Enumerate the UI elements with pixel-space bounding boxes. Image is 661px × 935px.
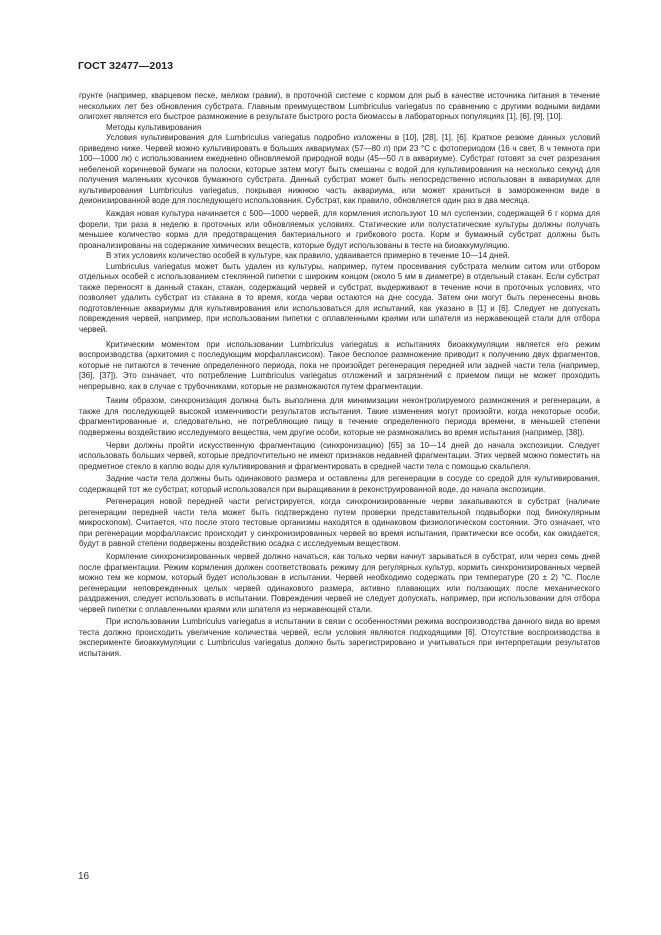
paragraph-cultivation-conditions: Условия культивирования для Lumbriculus variegatus подробно изложены в [10], [28], [1], [6]. Краткое резюме данных условий приведено ниже. Червей можно культивировать в больших аквариумах (57—80 л) при 23 °С с фотопериодом (16 ч свет, 8 ч темнота при 100—1000 лк) с использованием ежедневно обновляемой природной воды (45—50 л в аквариуме). Субстрат готовят за счет разрезания небеленой коричневой бумаги на полоски, которые затем могут быть смешаны с водой для культивирования на несколько секунд для получения маленьких кусочков бумажного субстрата. Данный субстрат может быть непосредственно использован в аквариумах для культивирования Lumbriculus variegatus, покрывая нижнюю часть аквариума, или может храниться в замороженном виде в деионизированной воде для последующего использования. Субстрат, как правило, обновляется один раз в два месяца. xyxy=(79,133,600,206)
page-header-standard-code: ГОСТ 32477—2013 xyxy=(78,60,174,72)
paragraph-reproduction: При использовании Lumbriculus variegatus в испытании в связи с особенностями режима воспроизводства данного вида во время теста должно происходить увеличение количества червей, если условия являются подходящими [6]. Отсутствие воспроизводства в эксперименте биоаккумуляции с Lumbriculus variegatus должно быть зарегистрировано и учитываться при интерпретации результатов испытания. xyxy=(79,617,600,658)
paragraph-regeneration: Регенерация новой передней части регистрируется, когда синхронизированные черви закапываются в субстрат (наличие регенерации передней части тела может быть подтверждено путем проверки представительной подвыборки под бинокулярным микроскопом). Считается, что после этого тестовые организмы находятся в одинаковом физиологическом состоянии. Это означает, что при регенерации морфаллаксис происходит у синхронизированных червей во время испытания, практически все особи, как ожидается, будут в равной степени подвержены воздействию осадка с исследуемым веществом. xyxy=(79,497,600,549)
paragraph-synchronization: Таким образом, синхронизация должна быть выполнена для минимизации неконтролируемого размножения и регенерации, а также для последующей высокой изменчивости результатов испытания. Такие изменения могут произойти, когда некоторые особи, фрагментированные и, следовательно, не потребляющие пищу в течение определенного периода времени, в меньшей степени подвержены воздействию исследуемого вещества, чем другие особи, которые не размножались во время испытания (например, [38]). xyxy=(79,396,600,437)
paragraph-critical-moment: Критическим моментом при использовании Lumbriculus variegatus в испытаниях биоаккумуляции является его режим воспроизводства (архитомия с последующим морфаллаксисом). Такое бесполое размножение приводит к получению двух фрагментов, которые не питаются в течение определенного периода, пока не произойдет регенерация передней или задней части тела (например, [36], [37]). Это означает, что потребление Lumbriculus variegatus отложений и загрязнений с приемом пищи не может проходить непрерывно, как в случае с трубочниками, которые не размножаются путем фрагментации. xyxy=(79,339,600,391)
paragraph-removal: Lumbriculus variegatus может быть удален из культуры, например, путем просеивания субстрата мелким ситом или отбором отдельных особей с использованием стеклянной пипетки с широким концом (около 5 мм в диаметре) в отдельный стакан. Если субстрат также переносят в данный стакан, стакан, содержащий червей и субстрат, выдерживают в течение ночи в проточных условиях, что позволяет удалить субстрат из стакана в то время, когда черви остаются на дне сосуда. Затем они могут быть перенесены вновь подготовленные аквариумы для культивирования или использоваться для испытаний, как указано в [1] и [6]. Следует не допускать повреждения червей, например, при использовании пипетки с оплавленными краями или шпателя из нержавеющей стали для отбора червей. xyxy=(79,261,600,335)
paragraph-feeding: Кормление синхронизированных червей должно начаться, как только черви начнут зарываться в субстрат, или через семь дней после фрагментации. Режим кормления должен соответствовать режиму для регулярных культур, кормить синхронизированных червей можно тем же кормом, который будет использован в испытании. Червей необходимо содержать при температуре (20 ± 2) °С. После регенерации неповрежденных целых червей одинакового размера, активно плавающих или ползающих после механического раздражения, следует использовать в испытании. Повреждения червей не следует допускать, например, при использовании для отбора червей пипетки с оплавленными краями или шпателя из нержавеющей стали. xyxy=(79,551,600,614)
paragraph-posterior-parts: Задние части тела должны быть одинакового размера и оставлены для регенерации в сосуде со средой для культивирования, содержащей тот же субстрат, который использовался при выращивании в реконструированной воде, до начала экспозиции. xyxy=(79,474,600,494)
paragraph-new-culture: Каждая новая культура начинается с 500—1000 червей, для кормления используют 10 мл суспензии, содержащей 6 г корма для форели, три раза в неделю в проточных или обновляемых условиях. Статические или полустатические культуры должны получать меньшее количество корма для предотвращения бактериального и грибкового роста. Корм и бумажный субстрат должны быть проанализированы на содержание химических веществ, которые будут использованы в тесте на биоаккумуляцию. xyxy=(79,209,600,250)
paragraph-fragmentation: Черви должны пройти искусственную фрагментацию (синхронизацию) [65] за 10—14 дней до начала экспозиции. Следует использовать больших червей, которые предпочтительно не имеют признаков недавней фрагментации. Этих червей можно поместить на предметное стекло в каплю воды для культивирования и фрагментировать в средней части тела с помощью скальпеля. xyxy=(79,440,600,471)
paragraph-doubling: В этих условиях количество особей в культуре, как правило, удваивается примерно в течение 10—14 дней. xyxy=(106,251,510,261)
page-number: 16 xyxy=(78,871,90,882)
section-heading-cultivation-methods: Методы культивирования xyxy=(106,122,202,132)
paragraph-continuation: грунте (например, кварцевом песке, мелком гравии), в проточной системе с кормом для рыб в качестве источника питания в течение нескольких лет без обновления субстрата. Главным преимуществом Lumbriculus variegatus по сравнению с другими водными видами олигохет является его быстрое размножение в результате быстрого роста биомассы в лабораторных популяциях [1], [6], [9], [10]. xyxy=(79,91,600,122)
document-body xyxy=(79,91,600,659)
